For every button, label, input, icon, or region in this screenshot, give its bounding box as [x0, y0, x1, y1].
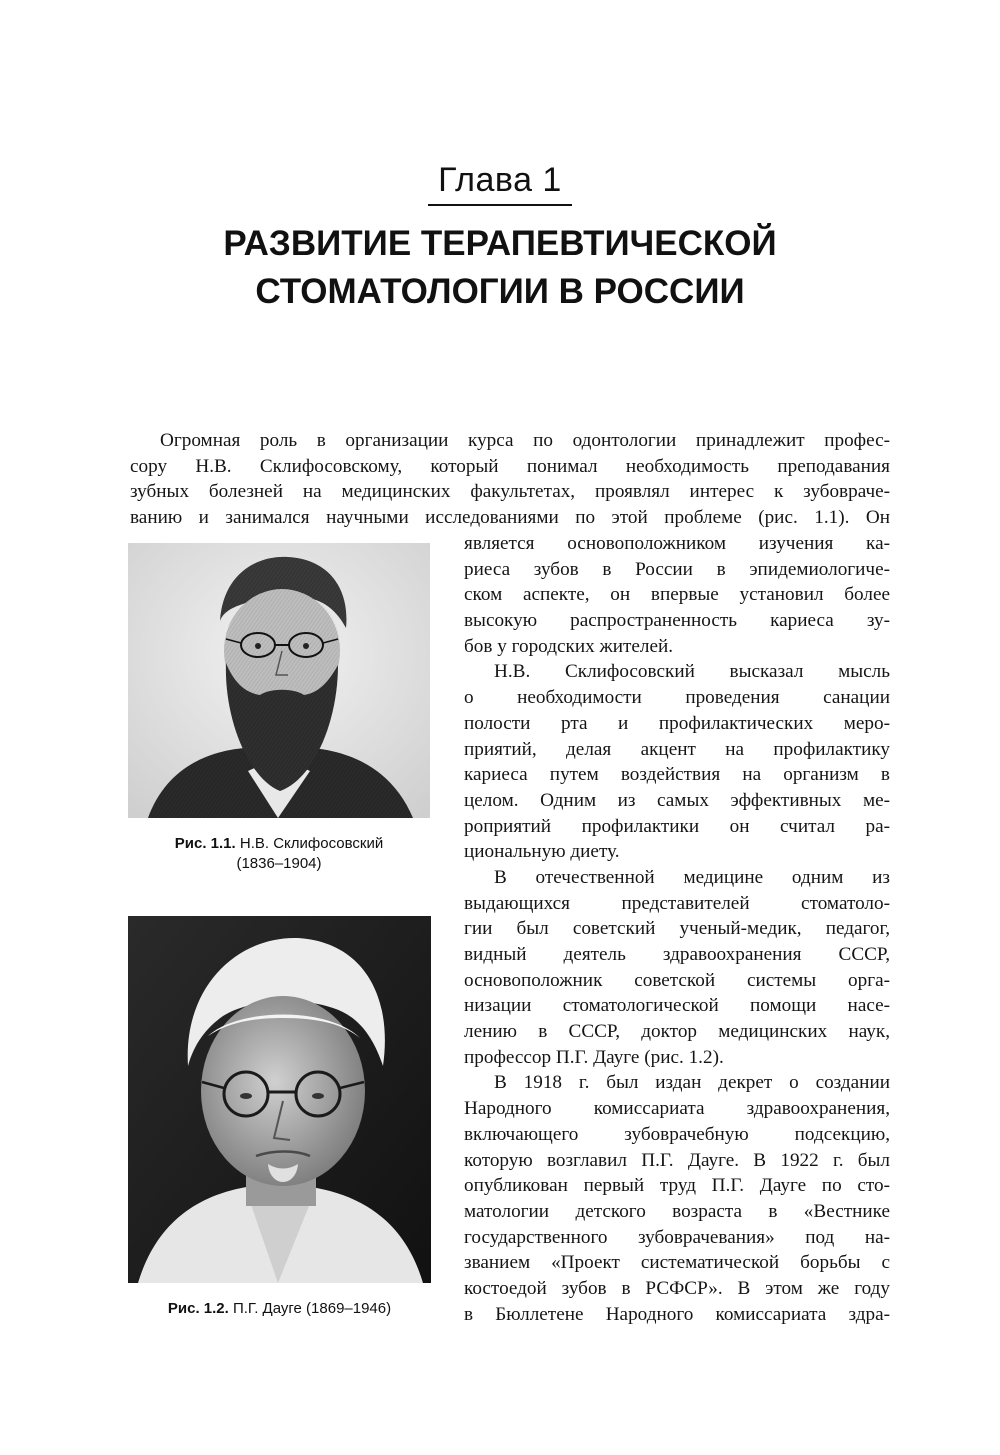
text-line: полости рта и профилактических меро- [464, 712, 890, 734]
text-line: о необходимости проведения санации [464, 687, 890, 709]
chapter-number: Глава 1 [428, 160, 572, 206]
text-line: включающего зубоврачебную подсекцию, [464, 1123, 890, 1145]
text-line: сору Н.В. Склифосовскому, который понимал необходимость преподавания [130, 455, 890, 477]
caption-text: Н.В. Склифосовский [239, 835, 384, 852]
text-line: Народного комиссариата здравоохранения, [464, 1098, 890, 1120]
text-line: циональную диету. [464, 841, 620, 863]
text-line: риеса зубов в России в эпидемиологиче- [464, 558, 890, 580]
chapter-label [0, 160, 1000, 206]
text-line: целом. Одним из самых эффективных ме- [464, 789, 890, 811]
text-line: гии был советский ученый-медик, педагог, [464, 918, 890, 940]
text-line: бов у городских жителей. [464, 635, 674, 657]
text-line: низации стоматологической помощи насе- [464, 995, 890, 1017]
text-line: является основоположником изучения ка- [464, 533, 890, 554]
figure-caption [128, 1299, 431, 1319]
portrait-photo-dauge [128, 916, 431, 1283]
caption-text: П.Г. Дауге (1869–1946) [232, 1300, 392, 1317]
text-line: которую возглавил П.Г. Дауге. В 1922 г. был [464, 1149, 890, 1171]
text-line: ском аспекте, он впервые установил более [464, 584, 890, 606]
text-line: В 1918 г. был издан декрет о создании [494, 1072, 890, 1094]
figure-number: Рис. 1.2. [167, 1300, 229, 1317]
text-line: приятий, делая акцент на профилактику [464, 738, 890, 760]
caption-dates: (1836–1904) [236, 855, 322, 872]
text-line: опубликован первый труд П.Г. Дауге по сто- [464, 1175, 890, 1197]
text-line: в Бюллетене Народного комиссариата здра- [464, 1303, 890, 1325]
text-line: матологии детского возраста в «Вестнике [464, 1200, 890, 1222]
figure-dauge [128, 916, 431, 1319]
text-line: Огромная роль в организации курса по одонтологии принадлежит профес- [160, 430, 890, 451]
text-line: званием «Проект систематической борьбы с [464, 1252, 890, 1274]
paragraph [464, 865, 890, 1071]
text-line: кариеса путем воздействия на организм в [464, 764, 890, 786]
chapter-title-line: СТОМАТОЛОГИИ В РОССИИ [255, 272, 745, 311]
figure-sklifosovsky [128, 543, 430, 874]
text-line: государственного зубоврачевания» под на- [464, 1226, 890, 1248]
text-line: костоедой зубов в РСФСР». В этом же году [464, 1277, 890, 1299]
text-line: зубных болезней на медицинских факультетах, проявлял интерес к зубовраче- [130, 481, 890, 503]
text-column [464, 531, 890, 1327]
figure-number: Рис. 1.1. [174, 835, 236, 852]
text-line: профессор П.Г. Дауге (рис. 1.2). [464, 1046, 724, 1068]
figure-caption [128, 834, 430, 874]
portrait-photo-sklifosovsky [128, 543, 430, 818]
text-line: видный деятель здравоохранения СССР, [464, 944, 890, 965]
paragraph [464, 1070, 890, 1327]
chapter-title [0, 220, 1000, 316]
text-line: роприятий профилактики он считал ра- [464, 815, 890, 837]
paragraph [464, 531, 890, 659]
text-line: ванию и занимался научными исследованиями по этой проблеме (рис. 1.1). Он [130, 507, 890, 529]
chapter-title-line: РАЗВИТИЕ ТЕРАПЕВТИЧЕСКОЙ [223, 224, 777, 263]
paragraph [464, 659, 890, 865]
text-line: В отечественной медицине одним из [494, 866, 890, 888]
text-line: Н.В. Склифосовский высказал мысль [494, 661, 890, 683]
intro-paragraph [130, 428, 890, 531]
text-line: высокую распространенность кариеса зу- [464, 610, 890, 632]
text-line: выдающихся представителей стоматоло- [464, 892, 890, 914]
text-line: основоположник советской системы орга- [464, 969, 890, 991]
text-line: лению в СССР, доктор медицинских наук, [464, 1021, 890, 1043]
